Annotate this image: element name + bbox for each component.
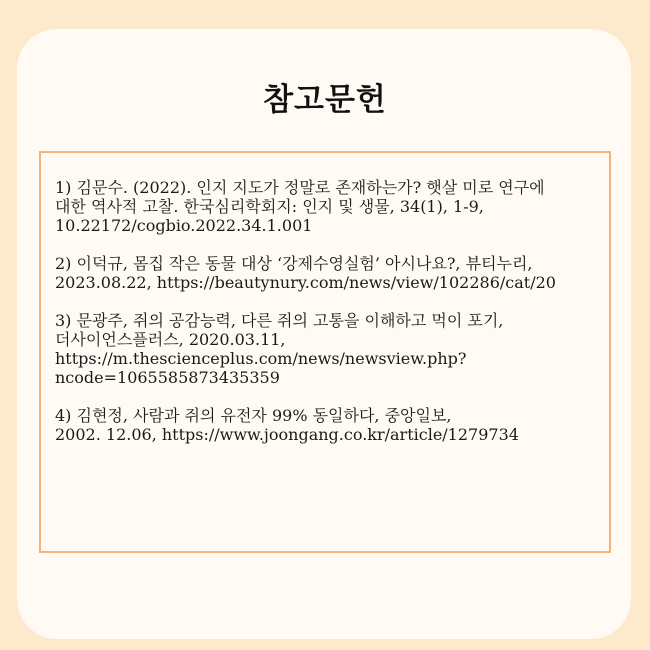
reference-line: 4) 김현정, 사람과 쥐의 유전자 99% 동일하다, 중앙일보, xyxy=(55,406,452,425)
reference-item-2 xyxy=(55,254,595,292)
reference-line: 2) 이덕규, 몸집 작은 동물 대상 ‘강제수영실험’ 아시나요?, 뷰티누리, xyxy=(55,254,533,273)
reference-line: 1) 김문수. (2022). 인지 지도가 정말로 존재하는가? 햇살 미로 연구에 xyxy=(55,178,545,197)
reference-line: https://m.thescienceplus.com/news/newsview.php? xyxy=(55,349,467,368)
reference-line: 3) 문광주, 쥐의 공감능력, 다른 쥐의 고통을 이해하고 먹이 포기, xyxy=(55,311,504,330)
references-list xyxy=(55,178,595,463)
reference-line: 2023.08.22, https://beautynury.com/news/view/102286/cat/20 xyxy=(55,273,556,292)
reference-line: 대한 역사적 고찰. 한국심리학회지: 인지 및 생물, 34(1), 1-9, xyxy=(55,197,484,216)
reference-line: ncode=1065585873435359 xyxy=(55,368,280,387)
reference-line: 10.22172/cogbio.2022.34.1.001 xyxy=(55,216,313,235)
reference-item-4 xyxy=(55,406,595,444)
page-title: 참고문헌 xyxy=(263,82,387,118)
reference-item-1 xyxy=(55,178,595,235)
reference-line: 2002. 12.06, https://www.joongang.co.kr/article/1279734 xyxy=(55,425,519,444)
reference-item-3 xyxy=(55,311,595,387)
reference-line: 더사이언스플러스, 2020.03.11, xyxy=(55,330,286,349)
